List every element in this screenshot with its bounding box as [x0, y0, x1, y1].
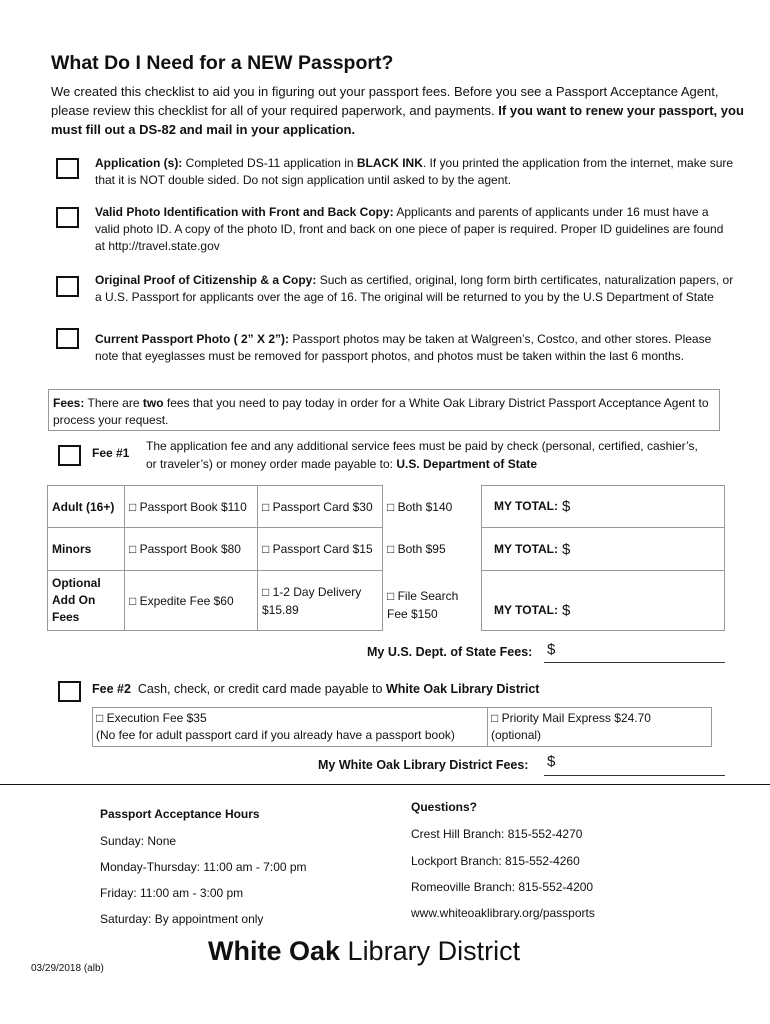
checklist-item-citizenship: Original Proof of Citizenship & a Copy: Such as certified, original, long form birth certificates, naturalization papers, or a U.S. Passport for applicants over the age of 16. The original will be returned to you by the U.S Department of State — [95, 273, 734, 304]
total-field[interactable]: MY TOTAL: $ — [482, 486, 725, 528]
hours-item: Saturday: By appointment only — [100, 912, 264, 926]
library-fees-field[interactable] — [544, 775, 725, 776]
option-both[interactable]: □ Both $140 — [387, 499, 453, 514]
table-row: Minors □ Passport Book $80 □ Passport Card $15 □ Both $95 MY TOTAL: $ — [48, 528, 725, 571]
table-row: Optional Add On Fees □ Expedite Fee $60 □ 1-2 Day Delivery $15.89 □ File Search Fee $150 MY TOTAL: $ — [48, 571, 725, 631]
hours-item: Monday-Thursday: 11:00 am - 7:00 pm — [100, 860, 307, 874]
option-expedite[interactable]: □ Expedite Fee $60 — [125, 571, 258, 631]
hours-item: Friday: 11:00 am - 3:00 pm — [100, 886, 244, 900]
item-heading: Original Proof of Citizenship & a Copy: — [95, 273, 317, 287]
hours-heading: Passport Acceptance Hours — [100, 807, 260, 821]
checklist-item-photo-id: Valid Photo Identification with Front and Back Copy: Applicants and parents of applicants under 16 must have a valid photo ID. A copy of the photo ID, front and back on one piece of paper is required. Proper ID guidelines are found at http://travel.state.gov — [95, 205, 724, 253]
checklist-item-application: Application (s): Completed DS-11 application in BLACK INK. If you printed the application from the internet, make sure that it is NOT double sided. Do not sign application until asked to by the agent. — [95, 156, 734, 187]
section-divider — [0, 784, 770, 785]
option-passport-card[interactable]: □ Passport Card $30 — [258, 486, 383, 528]
fee2-heading: Fee #2 Cash, check, or credit card made payable to White Oak Library District — [92, 682, 540, 696]
fee1-checkbox[interactable] — [58, 445, 81, 466]
application-checkbox[interactable] — [56, 158, 79, 179]
option-passport-book[interactable]: □ Passport Book $80 — [125, 528, 258, 571]
option-file-search[interactable]: □ File Search Fee $150 — [387, 588, 459, 621]
state-fees-label: My U.S. Dept. of State Fees: — [367, 645, 533, 659]
library-logo: White Oak Library District — [208, 936, 521, 966]
library-fee-table — [92, 707, 712, 747]
intro-text: We created this checklist to aid you in figuring out your passport fees. Before you see a Passport Acceptance Agent, please review this checklist for all of your required paperwork, and payments. — [51, 84, 719, 118]
website-link[interactable]: www.whiteoaklibrary.org/passports — [411, 906, 595, 920]
contact-item: Lockport Branch: 815-552-4260 — [411, 854, 580, 868]
photo-id-checkbox[interactable] — [56, 207, 79, 228]
fee1-payee: U.S. Department of State — [396, 457, 538, 471]
intro-paragraph — [51, 82, 751, 139]
state-fees-field[interactable] — [544, 662, 725, 663]
revision-date: 03/29/2018 (alb) — [31, 963, 104, 974]
library-fees-label: My White Oak Library District Fees: — [318, 758, 529, 772]
passport-photo-checkbox[interactable] — [56, 328, 79, 349]
total-field[interactable]: MY TOTAL: $ — [482, 528, 725, 571]
contact-item: Romeoville Branch: 815-552-4200 — [411, 880, 594, 894]
option-passport-book[interactable]: □ Passport Book $110 — [125, 486, 258, 528]
contact-item: Crest Hill Branch: 815-552-4270 — [411, 827, 583, 841]
option-passport-card[interactable]: □ Passport Card $15 — [258, 528, 383, 571]
fee2-checkbox[interactable] — [58, 681, 81, 702]
fee1-description: The application fee and any additional service fees must be paid by check (personal, certified, cashier’s, or traveler’s) or money order made payable to: U.S. Department of State — [146, 439, 698, 471]
state-fee-table — [47, 485, 725, 631]
option-both[interactable]: □ Both $95 — [387, 542, 446, 556]
hours-item: Sunday: None — [100, 834, 177, 848]
state-fees-currency: $ — [547, 641, 556, 658]
total-field[interactable]: MY TOTAL: $ — [482, 571, 725, 631]
travel-state-link[interactable]: http://travel.state.gov — [108, 239, 220, 253]
page-title: What Do I Need for a NEW Passport? — [51, 52, 394, 74]
option-delivery[interactable]: □ 1-2 Day Delivery $15.89 — [258, 571, 383, 631]
item-heading: Current Passport Photo ( 2” X 2”): — [95, 332, 290, 346]
checklist-item-passport-photo: Current Passport Photo ( 2” X 2”): Passport photos may be taken at Walgreen’s, Costco, and other stores. Please note that eyeglasses must be removed for passport photos, and photos must be taken within the last 6 months. — [95, 332, 712, 363]
item-heading: Application (s): — [95, 156, 183, 170]
library-fees-currency: $ — [547, 753, 556, 770]
fee1-label: Fee #1 — [92, 446, 130, 460]
citizenship-checkbox[interactable] — [56, 276, 79, 297]
table-row: Adult (16+) □ Passport Book $110 □ Passport Card $30 □ Both $140 MY TOTAL: $ — [48, 486, 725, 528]
fees-notice: Fees: There are two fees that you need to pay today in order for a White Oak Library District Passport Acceptance Agent to process your request. — [48, 389, 720, 431]
table-row — [93, 708, 712, 747]
option-priority-mail[interactable]: □ Priority Mail Express $24.70 (optional) — [488, 708, 712, 747]
option-execution-fee[interactable]: □ Execution Fee $35 (No fee for adult passport card if you already have a passport book) — [93, 708, 488, 747]
fee2-payee: White Oak Library District — [385, 682, 540, 696]
item-heading: Valid Photo Identification with Front and Back Copy: — [95, 205, 394, 219]
questions-heading: Questions? — [411, 800, 478, 814]
renew-note: If you want to renew your passport, you must fill out a DS-82 and mail in your application. — [51, 103, 744, 137]
